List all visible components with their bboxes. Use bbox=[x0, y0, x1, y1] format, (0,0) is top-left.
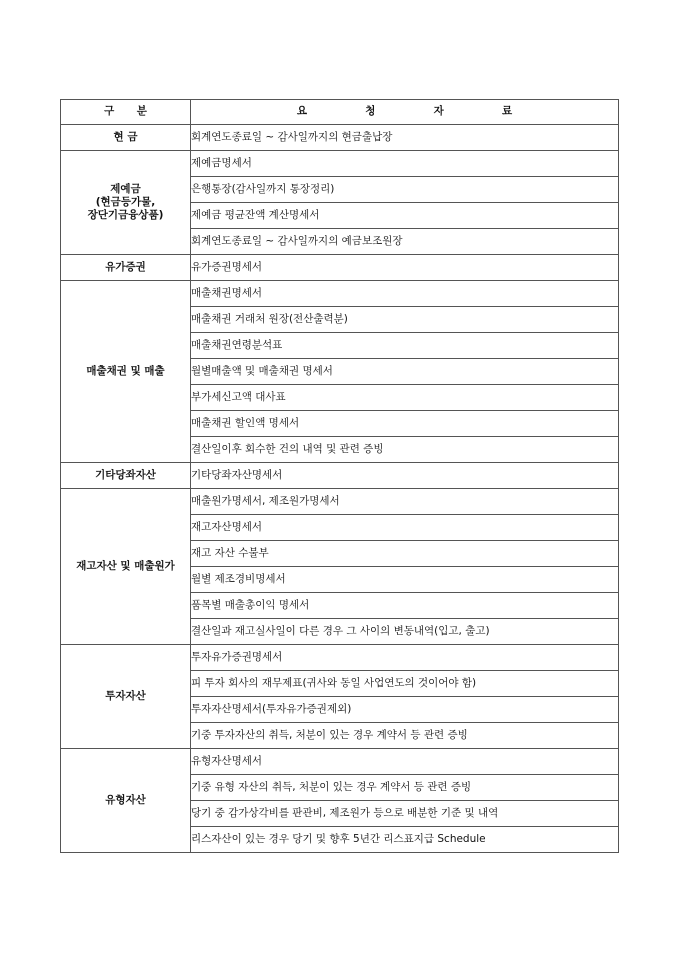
request-item: 품목별 매출총이익 명세서 bbox=[191, 593, 619, 619]
category-cell bbox=[61, 749, 191, 853]
header-requested-materials: 요 청 자 료 bbox=[191, 100, 619, 125]
request-item: 매출원가명세서, 제조원가명세서 bbox=[191, 489, 619, 515]
table-row bbox=[61, 281, 619, 307]
category-label: 매출채권 및 매출 bbox=[86, 364, 165, 377]
request-item: 매출채권연령분석표 bbox=[191, 333, 619, 359]
header-category: 구 분 bbox=[61, 100, 191, 125]
category-cell bbox=[61, 151, 191, 255]
request-item: 유형자산명세서 bbox=[191, 749, 619, 775]
category-label: (현금등가물, bbox=[95, 195, 156, 208]
request-item: 유가증권명세서 bbox=[191, 255, 619, 281]
request-item: 기중 유형 자산의 취득, 처분이 있는 경우 계약서 등 관련 증빙 bbox=[191, 775, 619, 801]
category-cell bbox=[61, 645, 191, 749]
category-cell bbox=[61, 463, 191, 489]
table-row bbox=[61, 255, 619, 281]
request-item: 투자자산명세서(투자유가증권제외) bbox=[191, 697, 619, 723]
request-item: 리스자산이 있는 경우 당기 및 향후 5년간 리스표지급 Schedule bbox=[191, 827, 619, 853]
table-row bbox=[61, 489, 619, 515]
table-row bbox=[61, 749, 619, 775]
request-item: 기타당좌자산명세서 bbox=[191, 463, 619, 489]
category-label: 기타당좌자산 bbox=[95, 468, 156, 481]
category-label: 현 금 bbox=[113, 130, 138, 143]
request-item: 월별 제조경비명세서 bbox=[191, 567, 619, 593]
request-item: 결산일과 재고실사일이 다른 경우 그 사이의 변동내역(입고, 출고) bbox=[191, 619, 619, 645]
request-item: 매출채권 할인액 명세서 bbox=[191, 411, 619, 437]
request-item: 회계연도종료일 ~ 감사일까지의 예금보조원장 bbox=[191, 229, 619, 255]
request-item: 당기 중 감가상각비를 판관비, 제조원가 등으로 배분한 기준 및 내역 bbox=[191, 801, 619, 827]
table-body bbox=[61, 125, 619, 853]
request-item: 월별매출액 및 매출채권 명세서 bbox=[191, 359, 619, 385]
category-label: 투자자산 bbox=[105, 689, 146, 702]
category-cell bbox=[61, 489, 191, 645]
request-item: 결산일이후 회수한 건의 내역 및 관련 증빙 bbox=[191, 437, 619, 463]
table-row bbox=[61, 645, 619, 671]
request-item: 회계연도종료일 ~ 감사일까지의 현금출납장 bbox=[191, 125, 619, 151]
table-row bbox=[61, 463, 619, 489]
request-item: 은행통장(감사일까지 통장정리) bbox=[191, 177, 619, 203]
category-label: 재고자산 및 매출원가 bbox=[76, 559, 175, 572]
request-item: 재고자산명세서 bbox=[191, 515, 619, 541]
category-cell bbox=[61, 125, 191, 151]
category-cell bbox=[61, 281, 191, 463]
request-item: 재고 자산 수불부 bbox=[191, 541, 619, 567]
request-item: 부가세신고액 대사표 bbox=[191, 385, 619, 411]
category-cell bbox=[61, 255, 191, 281]
request-item: 기중 투자자산의 취득, 처분이 있는 경우 계약서 등 관련 증빙 bbox=[191, 723, 619, 749]
request-item: 제예금 평균잔액 계산명세서 bbox=[191, 203, 619, 229]
category-label: 유형자산 bbox=[105, 793, 146, 806]
table-row bbox=[61, 151, 619, 177]
table-row bbox=[61, 125, 619, 151]
request-table bbox=[60, 99, 619, 853]
category-label: 유가증권 bbox=[105, 260, 146, 273]
request-item: 매출채권명세서 bbox=[191, 281, 619, 307]
request-item: 제예금명세서 bbox=[191, 151, 619, 177]
category-label: 제예금 bbox=[110, 182, 141, 195]
category-label: 장단기금융상품) bbox=[87, 209, 164, 222]
request-item: 투자유가증권명세서 bbox=[191, 645, 619, 671]
request-item: 매출채권 거래처 원장(전산출력분) bbox=[191, 307, 619, 333]
request-item: 피 투자 회사의 재무제표(귀사와 동일 사업연도의 것이어야 함) bbox=[191, 671, 619, 697]
header-row bbox=[61, 100, 619, 125]
